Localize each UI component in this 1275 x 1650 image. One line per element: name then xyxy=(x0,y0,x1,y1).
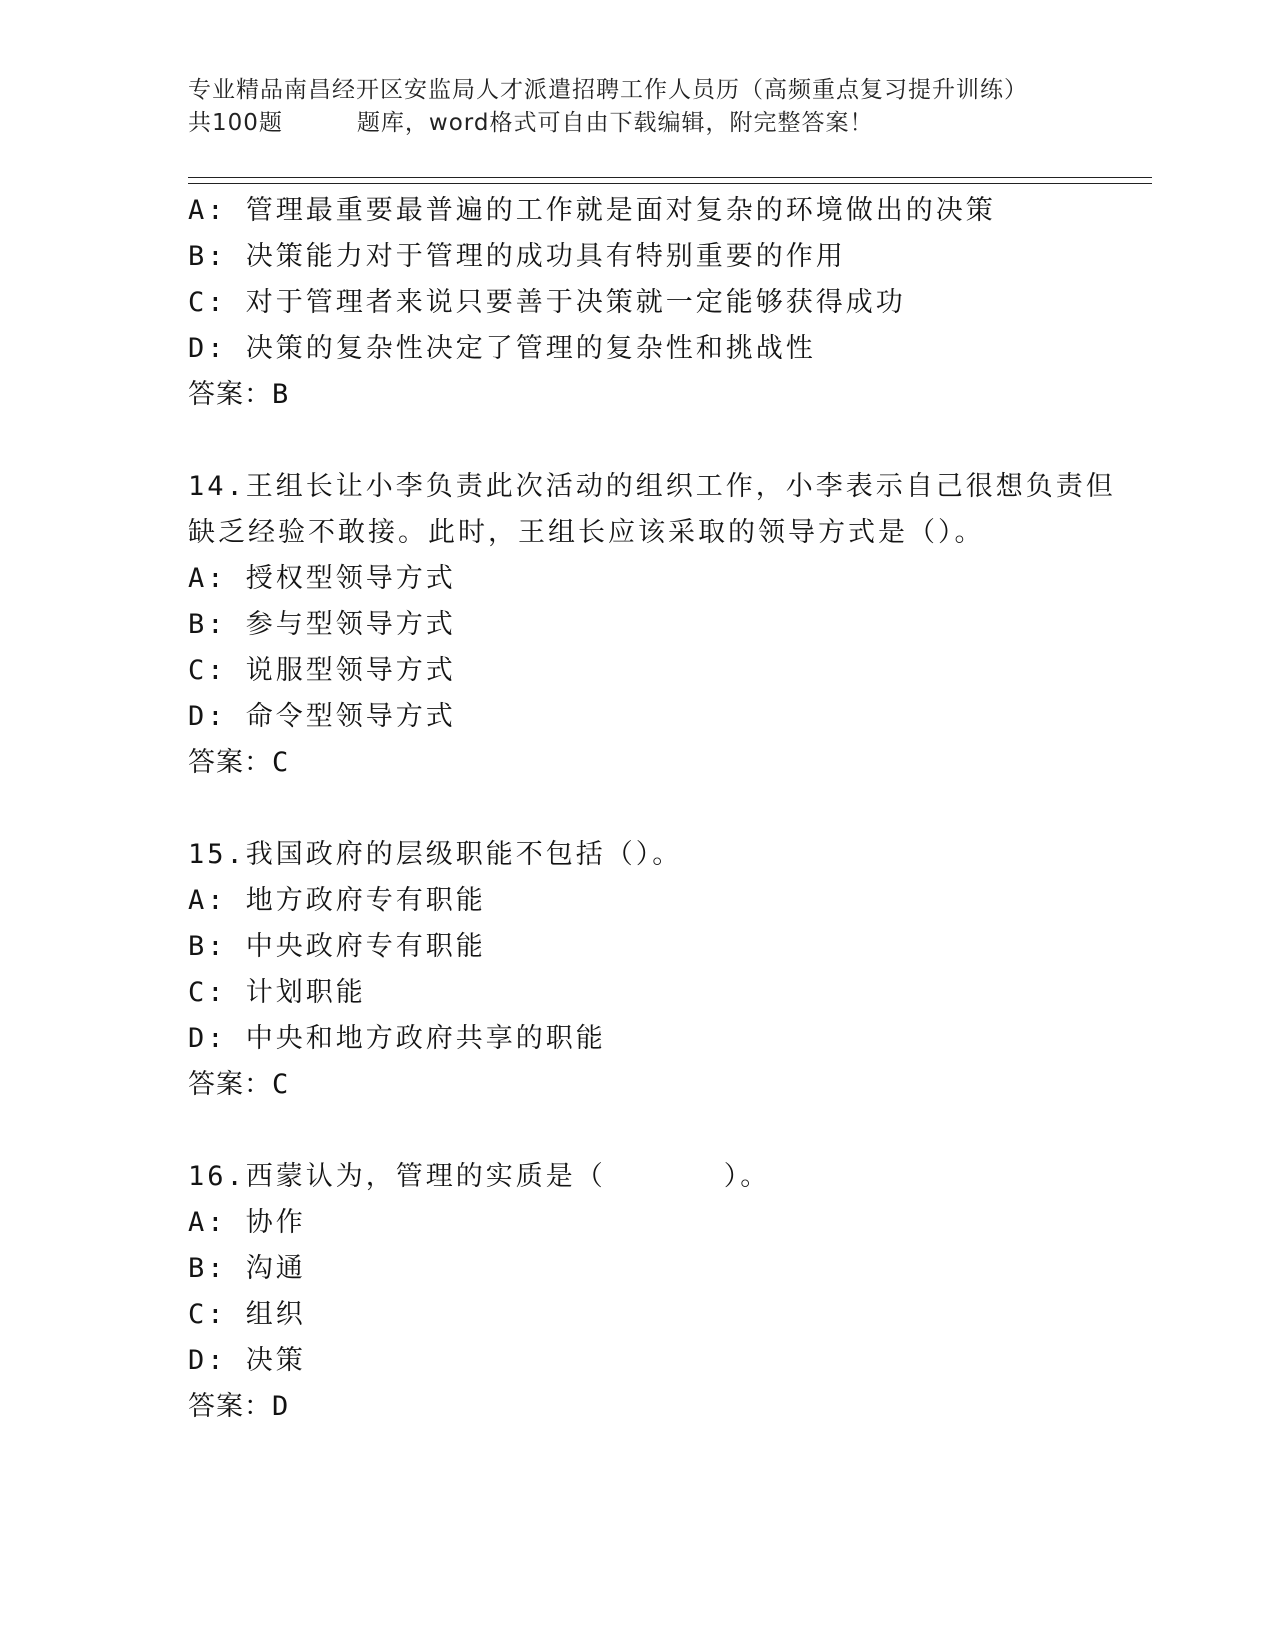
option-c: C: 对于管理者来说只要善于决策就一定能够获得成功 xyxy=(188,287,906,318)
answer-value: D xyxy=(272,1391,290,1422)
answer-label: 答案： xyxy=(188,747,272,778)
option-d: D: 决策的复杂性决定了管理的复杂性和挑战性 xyxy=(188,333,816,364)
header-divider-top xyxy=(188,177,1152,178)
header-question-count: 共100题 xyxy=(188,110,283,136)
question-stem-line-1: 14.王组长让小李负责此次活动的组织工作，小李表示自己很想负责但 xyxy=(188,471,1116,502)
question-13 xyxy=(188,188,1148,418)
option-d: D: 决策 xyxy=(188,1345,306,1376)
header-subtitle xyxy=(188,107,1148,140)
question-15 xyxy=(188,832,1148,1108)
option-a: A: 地方政府专有职能 xyxy=(188,885,486,916)
answer-label: 答案： xyxy=(188,379,272,410)
answer-line xyxy=(188,1062,1148,1108)
option-d: D: 命令型领导方式 xyxy=(188,701,456,732)
question-stem-before-blank: 16.西蒙认为，管理的实质是（ xyxy=(188,1161,606,1192)
option-c: C: 计划职能 xyxy=(188,977,366,1008)
question-stem-line-2: 缺乏经验不敢接。此时，王组长应该采取的领导方式是（）。 xyxy=(188,517,985,548)
option-a: A: 管理最重要最普遍的工作就是面对复杂的环境做出的决策 xyxy=(188,195,996,226)
document-header xyxy=(188,74,1148,140)
header-title: 专业精品南昌经开区安监局人才派遣招聘工作人员历（高频重点复习提升训练） xyxy=(188,77,1028,103)
option-a: A: 授权型领导方式 xyxy=(188,563,456,594)
option-b: B: 决策能力对于管理的成功具有特别重要的作用 xyxy=(188,241,846,272)
question-16 xyxy=(188,1154,1148,1430)
answer-line xyxy=(188,372,1148,418)
answer-label: 答案： xyxy=(188,1391,272,1422)
question-list xyxy=(188,188,1148,1430)
option-c: C: 说服型领导方式 xyxy=(188,655,456,686)
header-description: 题库，word格式可自由下载编辑，附完整答案！ xyxy=(356,110,874,136)
option-d: D: 中央和地方政府共享的职能 xyxy=(188,1023,606,1054)
option-b: B: 中央政府专有职能 xyxy=(188,931,486,962)
question-stem: 15.我国政府的层级职能不包括（）。 xyxy=(188,839,683,870)
answer-value: B xyxy=(272,379,290,410)
answer-line xyxy=(188,740,1148,786)
answer-label: 答案： xyxy=(188,1069,272,1100)
answer-value: C xyxy=(272,747,290,778)
question-stem xyxy=(188,1154,1148,1200)
option-c: C: 组织 xyxy=(188,1299,306,1330)
question-14 xyxy=(188,464,1148,786)
option-b: B: 沟通 xyxy=(188,1253,306,1284)
option-a: A: 协作 xyxy=(188,1207,306,1238)
option-b: B: 参与型领导方式 xyxy=(188,609,456,640)
question-stem-after-blank: ）。 xyxy=(723,1161,771,1192)
header-divider-bottom xyxy=(188,183,1152,184)
answer-line xyxy=(188,1384,1148,1430)
answer-value: C xyxy=(272,1069,290,1100)
